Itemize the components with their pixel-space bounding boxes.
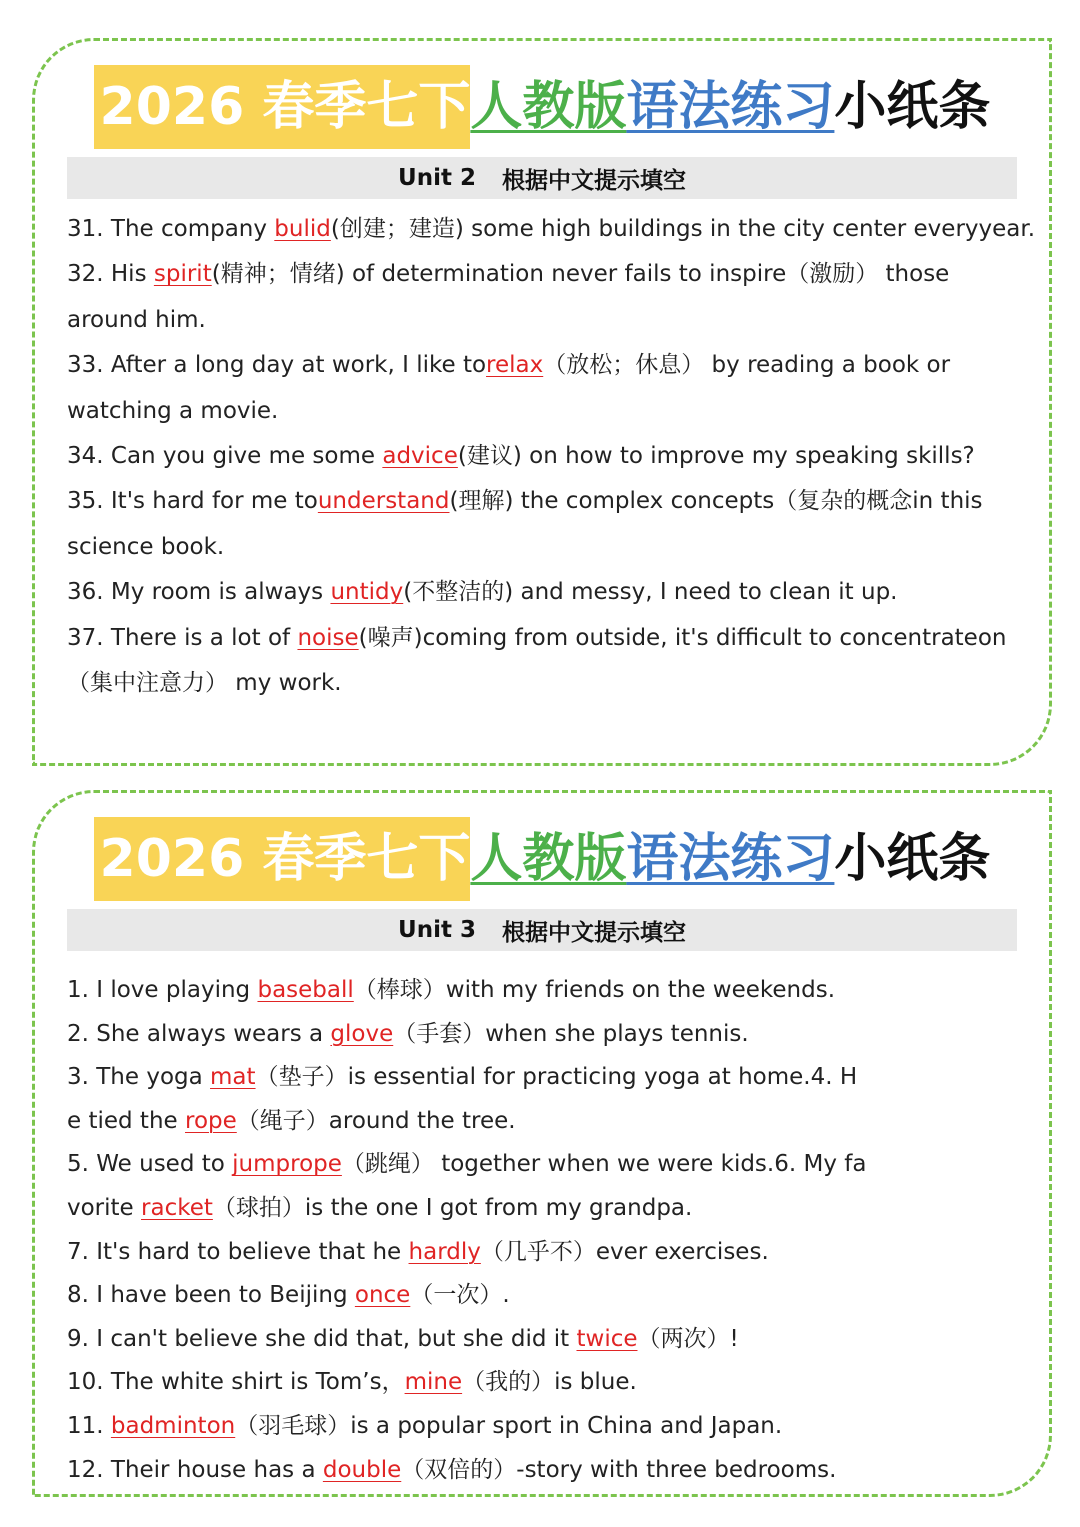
title-part-note: 小纸条 (834, 829, 991, 889)
answer-word: bulid (274, 216, 331, 242)
exercise-line: science book. (67, 533, 225, 560)
unit-instruction: 根据中文提示填空 (501, 167, 686, 194)
unit-label: Unit 3 (398, 917, 476, 943)
unit-label: Unit 2 (398, 165, 476, 191)
exercise-line: 31. The company bulid(创建；建造) some high buildings in the city center everyyear. (67, 216, 1036, 242)
title-part-edition: 人教版 (470, 77, 627, 137)
exercise-list (67, 969, 1027, 1492)
exercise-line: 8. I have been to Beijing once（一次）. (67, 1282, 510, 1309)
exercise-line: e tied the rope（绳子）around the tree. (67, 1107, 516, 1134)
answer-word: advice (382, 442, 458, 469)
exercise-line: 37. There is a lot of noise(噪声)coming from outside, it's difficult to concentrateon (67, 624, 1007, 651)
worksheet-title (35, 65, 1049, 149)
worksheet-title (35, 817, 1049, 901)
exercise-line: watching a movie. (67, 397, 279, 424)
exercise-line: 36. My room is always untidy(不整洁的) and messy, I need to clean it up. (67, 579, 898, 606)
answer-word: understand (317, 488, 450, 515)
answer-word: untidy (330, 579, 404, 606)
answer-word: relax (486, 352, 544, 379)
exercise-line: vorite racket（球拍）is the one I got from my grandpa. (67, 1194, 693, 1221)
answer-word: badminton (110, 1412, 236, 1439)
answer-word: rope (185, 1107, 237, 1134)
exercise-line: around him. (67, 306, 206, 333)
exercise-line: 12. Their house has a double（双倍的）-story with three bedrooms. (67, 1456, 837, 1483)
worksheet-card-unit2 (32, 38, 1052, 766)
exercise-list (67, 207, 1036, 706)
answer-word: spirit (153, 261, 212, 288)
answer-word: glove (330, 1020, 394, 1047)
answer-word: racket (141, 1194, 213, 1221)
worksheet-card-unit3 (32, 790, 1052, 1497)
exercise-line: 11. badminton（羽毛球）is a popular sport in China and Japan. (67, 1412, 783, 1439)
exercise-line: 5. We used to jumprope（跳绳） together when we were kids.6. My fa (67, 1151, 867, 1178)
unit-header (67, 909, 1017, 951)
answer-word: double (322, 1456, 402, 1483)
answer-word: jumprope (232, 1151, 342, 1178)
title-part-note: 小纸条 (834, 77, 991, 137)
unit-instruction: 根据中文提示填空 (501, 919, 686, 946)
answer-word: baseball (257, 977, 354, 1003)
unit-header (67, 157, 1017, 199)
answer-word: twice (576, 1325, 638, 1352)
answer-word: once (354, 1282, 411, 1309)
exercise-line: （集中注意力） my work. (67, 669, 342, 696)
exercise-line: 33. After a long day at work, I like torelax（放松；休息） by reading a book or (67, 352, 951, 379)
exercise-line: 2. She always wears a glove（手套）when she plays tennis. (67, 1020, 749, 1047)
exercise-line: 3. The yoga mat（垫子）is essential for practicing yoga at home.4. H (67, 1064, 858, 1091)
answer-word: noise (297, 624, 359, 651)
answer-word: mine (404, 1369, 463, 1396)
title-part-edition: 人教版 (470, 829, 627, 889)
exercise-line: 10. The white shirt is Tom’s，mine（我的）is blue. (67, 1369, 637, 1396)
exercise-line: 35. It's hard for me tounderstand(理解) the complex concepts（复杂的概念in this (67, 488, 983, 515)
title-part-grammar: 语法练习 (626, 829, 835, 889)
title-part-season: 2026 春季七下 (94, 817, 471, 901)
exercise-line: 7. It's hard to believe that he hardly（几乎不）ever exercises. (67, 1238, 769, 1265)
title-part-season: 2026 春季七下 (94, 65, 471, 149)
answer-word: mat (210, 1064, 256, 1091)
exercise-line: 9. I can't believe she did that, but she did it twice（两次）! (67, 1325, 739, 1352)
answer-word: hardly (408, 1238, 481, 1265)
exercise-line: 1. I love playing baseball（棒球）with my friends on the weekends. (67, 977, 836, 1003)
exercise-line: 32. His spirit(精神；情绪) of determination never fails to inspire（激励） those (67, 261, 950, 288)
title-part-grammar: 语法练习 (626, 77, 835, 137)
exercise-line: 34. Can you give me some advice(建议) on how to improve my speaking skills? (67, 442, 975, 469)
